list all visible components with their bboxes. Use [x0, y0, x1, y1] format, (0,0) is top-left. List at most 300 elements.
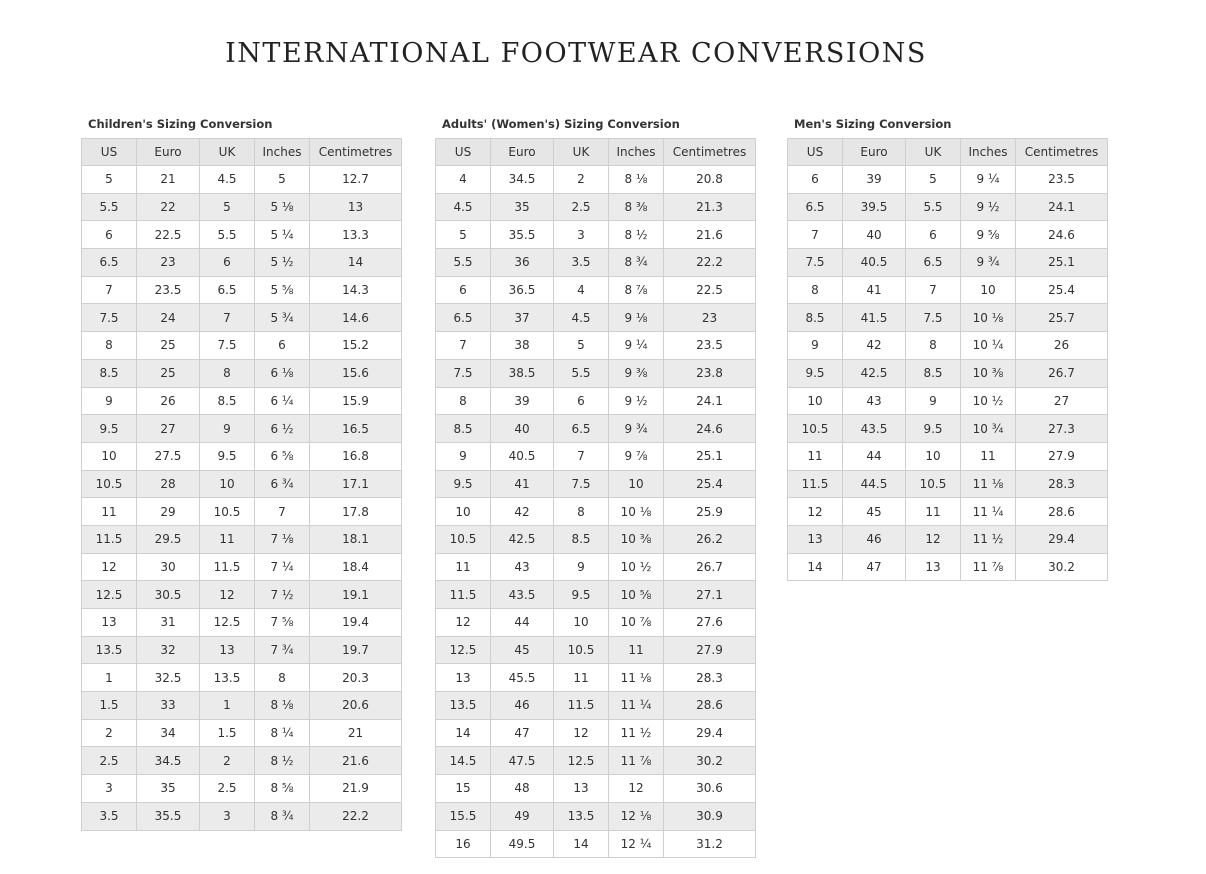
- table-cell-inches: 11 ¼: [961, 498, 1016, 526]
- table-cell-centimetres: 19.4: [310, 609, 402, 637]
- table-row: [788, 498, 1108, 526]
- table-cell-centimetres: 17.8: [310, 498, 402, 526]
- table-cell-euro: 21: [137, 166, 200, 194]
- table-cell-us: 7.5: [788, 249, 843, 277]
- table-cell-centimetres: 25.4: [1016, 276, 1108, 304]
- table-cell-centimetres: 24.6: [1016, 221, 1108, 249]
- table-row: [82, 609, 402, 637]
- table-cell-uk: 1.5: [200, 719, 255, 747]
- table-cell-euro: 42.5: [843, 359, 906, 387]
- table-cell-inches: 6 ⅝: [255, 442, 310, 470]
- table-cell-centimetres: 21.6: [310, 747, 402, 775]
- table-cell-euro: 32: [137, 636, 200, 664]
- table-row: [436, 609, 756, 637]
- column-header-centimetres: Centimetres: [1016, 139, 1108, 166]
- table-cell-uk: 11: [554, 664, 609, 692]
- table-row: [436, 830, 756, 858]
- table-row: [436, 498, 756, 526]
- table-cell-us: 3.5: [82, 802, 137, 830]
- table-cell-inches: 11: [961, 442, 1016, 470]
- table-cell-uk: 1: [200, 692, 255, 720]
- table-row: [788, 249, 1108, 277]
- table-row: [82, 775, 402, 803]
- table-cell-inches: 12 ¼: [609, 830, 664, 858]
- table-cell-us: 10.5: [82, 470, 137, 498]
- table-cell-euro: 43: [491, 553, 554, 581]
- table-cell-inches: 8 ⅛: [255, 692, 310, 720]
- table-row: [436, 415, 756, 443]
- table-cell-centimetres: 30.6: [664, 775, 756, 803]
- table-row: [82, 664, 402, 692]
- table-cell-euro: 35.5: [137, 802, 200, 830]
- table-cell-uk: 6: [554, 387, 609, 415]
- table-cell-centimetres: 25.1: [664, 442, 756, 470]
- table-cell-uk: 7.5: [554, 470, 609, 498]
- table-cell-inches: 11 ⅛: [609, 664, 664, 692]
- table-cell-centimetres: 30.2: [664, 747, 756, 775]
- table-cell-euro: 42: [843, 332, 906, 360]
- table-row: [788, 276, 1108, 304]
- table-cell-inches: 6 ⅛: [255, 359, 310, 387]
- table-cell-inches: 8 ⅜: [609, 193, 664, 221]
- column-header-uk: UK: [200, 139, 255, 166]
- table-cell-euro: 35.5: [491, 221, 554, 249]
- table-cell-uk: 6: [200, 249, 255, 277]
- table-cell-inches: 11: [609, 636, 664, 664]
- table-cell-centimetres: 15.6: [310, 359, 402, 387]
- table-cell-inches: 5: [255, 166, 310, 194]
- table-cell-uk: 3: [554, 221, 609, 249]
- table-cell-euro: 39.5: [843, 193, 906, 221]
- table-row: [82, 581, 402, 609]
- table-row: [436, 775, 756, 803]
- table-cell-inches: 8 ¾: [255, 802, 310, 830]
- table-cell-uk: 12: [554, 719, 609, 747]
- table-cell-inches: 5 ¼: [255, 221, 310, 249]
- table-cell-inches: 7 ½: [255, 581, 310, 609]
- table-cell-euro: 30: [137, 553, 200, 581]
- table-cell-us: 6.5: [82, 249, 137, 277]
- table-row: [436, 442, 756, 470]
- table-cell-inches: 6 ½: [255, 415, 310, 443]
- womens-sizing-section: [435, 117, 756, 858]
- table-cell-us: 11.5: [82, 525, 137, 553]
- table-cell-euro: 43.5: [843, 415, 906, 443]
- table-cell-euro: 22.5: [137, 221, 200, 249]
- table-cell-euro: 32.5: [137, 664, 200, 692]
- table-cell-inches: 7: [255, 498, 310, 526]
- table-cell-inches: 9 ¾: [609, 415, 664, 443]
- table-row: [436, 664, 756, 692]
- table-cell-uk: 10: [200, 470, 255, 498]
- table-cell-euro: 43.5: [491, 581, 554, 609]
- table-cell-inches: 6 ¼: [255, 387, 310, 415]
- table-cell-us: 6: [788, 166, 843, 194]
- table-cell-us: 9: [82, 387, 137, 415]
- table-cell-uk: 10.5: [554, 636, 609, 664]
- table-cell-us: 9.5: [436, 470, 491, 498]
- table-cell-centimetres: 30.2: [1016, 553, 1108, 581]
- table-cell-euro: 49.5: [491, 830, 554, 858]
- children-sizing-section: [81, 117, 402, 831]
- table-cell-euro: 41: [843, 276, 906, 304]
- table-cell-centimetres: 25.9: [664, 498, 756, 526]
- table-cell-euro: 40.5: [843, 249, 906, 277]
- table-cell-uk: 7: [906, 276, 961, 304]
- table-cell-euro: 25: [137, 359, 200, 387]
- table-cell-inches: 10: [961, 276, 1016, 304]
- table-row: [82, 553, 402, 581]
- table-cell-centimetres: 23.8: [664, 359, 756, 387]
- table-cell-inches: 9 ½: [961, 193, 1016, 221]
- mens-sizing-section: [787, 117, 1108, 581]
- table-cell-euro: 29: [137, 498, 200, 526]
- table-cell-us: 8: [788, 276, 843, 304]
- table-row: [788, 221, 1108, 249]
- table-cell-us: 2: [82, 719, 137, 747]
- table-cell-centimetres: 23: [664, 304, 756, 332]
- table-cell-uk: 8: [200, 359, 255, 387]
- table-cell-euro: 46: [843, 525, 906, 553]
- table-cell-inches: 9 ⅜: [609, 359, 664, 387]
- table-cell-uk: 10.5: [200, 498, 255, 526]
- table-cell-us: 15.5: [436, 802, 491, 830]
- table-cell-us: 1: [82, 664, 137, 692]
- table-cell-uk: 11: [200, 525, 255, 553]
- table-cell-inches: 5 ¾: [255, 304, 310, 332]
- table-cell-uk: 6.5: [554, 415, 609, 443]
- table-cell-centimetres: 21.6: [664, 221, 756, 249]
- table-cell-centimetres: 19.1: [310, 581, 402, 609]
- table-cell-uk: 12: [906, 525, 961, 553]
- column-header-us: US: [436, 139, 491, 166]
- table-cell-us: 7: [788, 221, 843, 249]
- table-row: [436, 636, 756, 664]
- table-cell-centimetres: 17.1: [310, 470, 402, 498]
- table-cell-uk: 8: [906, 332, 961, 360]
- table-cell-inches: 9 ¾: [961, 249, 1016, 277]
- table-row: [82, 304, 402, 332]
- table-cell-euro: 25: [137, 332, 200, 360]
- table-cell-inches: 10 ½: [609, 553, 664, 581]
- table-cell-inches: 10 ⅞: [609, 609, 664, 637]
- table-cell-euro: 23.5: [137, 276, 200, 304]
- table-cell-inches: 8 ⅞: [609, 276, 664, 304]
- table-cell-us: 1.5: [82, 692, 137, 720]
- table-cell-inches: 9 ¼: [961, 166, 1016, 194]
- table-row: [436, 249, 756, 277]
- table-cell-euro: 39: [491, 387, 554, 415]
- table-cell-centimetres: 27: [1016, 387, 1108, 415]
- table-cell-centimetres: 18.4: [310, 553, 402, 581]
- table-cell-inches: 10: [609, 470, 664, 498]
- table-cell-inches: 10 ½: [961, 387, 1016, 415]
- table-row: [82, 193, 402, 221]
- column-header-centimetres: Centimetres: [664, 139, 756, 166]
- table-cell-us: 13.5: [82, 636, 137, 664]
- table-cell-us: 12.5: [82, 581, 137, 609]
- table-cell-us: 9: [436, 442, 491, 470]
- table-cell-centimetres: 24.1: [1016, 193, 1108, 221]
- table-row: [788, 332, 1108, 360]
- table-cell-inches: 7 ¾: [255, 636, 310, 664]
- table-cell-inches: 10 ⅝: [609, 581, 664, 609]
- table-cell-inches: 7 ¼: [255, 553, 310, 581]
- table-cell-uk: 13.5: [554, 802, 609, 830]
- table-cell-us: 2.5: [82, 747, 137, 775]
- table-cell-us: 8: [436, 387, 491, 415]
- table-row: [788, 553, 1108, 581]
- table-cell-uk: 12: [200, 581, 255, 609]
- table-cell-inches: 10 ¾: [961, 415, 1016, 443]
- table-row: [82, 387, 402, 415]
- table-cell-centimetres: 29.4: [664, 719, 756, 747]
- table-row: [436, 692, 756, 720]
- table-cell-us: 3: [82, 775, 137, 803]
- table-cell-centimetres: 27.9: [1016, 442, 1108, 470]
- table-cell-euro: 28: [137, 470, 200, 498]
- table-cell-centimetres: 27.6: [664, 609, 756, 637]
- table-cell-inches: 8 ¼: [255, 719, 310, 747]
- table-cell-us: 11: [82, 498, 137, 526]
- table-cell-uk: 13: [554, 775, 609, 803]
- table-cell-us: 12: [82, 553, 137, 581]
- table-cell-uk: 4.5: [200, 166, 255, 194]
- table-row: [82, 166, 402, 194]
- table-cell-euro: 45.5: [491, 664, 554, 692]
- table-cell-uk: 13: [200, 636, 255, 664]
- table-cell-euro: 38.5: [491, 359, 554, 387]
- table-cell-inches: 6 ¾: [255, 470, 310, 498]
- table-cell-centimetres: 26.2: [664, 525, 756, 553]
- table-cell-uk: 9.5: [554, 581, 609, 609]
- table-cell-euro: 29.5: [137, 525, 200, 553]
- table-row: [82, 470, 402, 498]
- table-cell-us: 8.5: [436, 415, 491, 443]
- table-cell-centimetres: 13.3: [310, 221, 402, 249]
- table-cell-centimetres: 27.1: [664, 581, 756, 609]
- table-cell-centimetres: 20.3: [310, 664, 402, 692]
- table-cell-centimetres: 25.7: [1016, 304, 1108, 332]
- table-cell-euro: 40: [491, 415, 554, 443]
- table-cell-euro: 34.5: [137, 747, 200, 775]
- table-cell-centimetres: 16.8: [310, 442, 402, 470]
- table-cell-euro: 38: [491, 332, 554, 360]
- table-cell-us: 7: [436, 332, 491, 360]
- table-cell-us: 6.5: [788, 193, 843, 221]
- table-cell-us: 7.5: [436, 359, 491, 387]
- table-cell-centimetres: 13: [310, 193, 402, 221]
- table-cell-euro: 37: [491, 304, 554, 332]
- table-cell-us: 5.5: [436, 249, 491, 277]
- table-cell-uk: 11.5: [200, 553, 255, 581]
- table-cell-euro: 23: [137, 249, 200, 277]
- table-cell-us: 5: [82, 166, 137, 194]
- table-row: [82, 332, 402, 360]
- table-cell-uk: 5.5: [554, 359, 609, 387]
- table-cell-inches: 8 ½: [255, 747, 310, 775]
- table-cell-inches: 10 ⅜: [961, 359, 1016, 387]
- table-cell-euro: 22: [137, 193, 200, 221]
- table-cell-euro: 35: [137, 775, 200, 803]
- table-cell-euro: 35: [491, 193, 554, 221]
- children-sizing-title: Children's Sizing Conversion: [88, 117, 273, 131]
- table-row: [82, 498, 402, 526]
- table-row: [788, 525, 1108, 553]
- table-cell-centimetres: 28.3: [664, 664, 756, 692]
- table-cell-uk: 13: [906, 553, 961, 581]
- table-cell-uk: 3.5: [554, 249, 609, 277]
- table-row: [436, 387, 756, 415]
- table-row: [82, 359, 402, 387]
- table-cell-centimetres: 28.6: [1016, 498, 1108, 526]
- table-cell-uk: 6.5: [906, 249, 961, 277]
- table-cell-uk: 8: [554, 498, 609, 526]
- table-cell-centimetres: 21.3: [664, 193, 756, 221]
- table-cell-centimetres: 26.7: [1016, 359, 1108, 387]
- table-cell-uk: 5.5: [200, 221, 255, 249]
- table-cell-uk: 3: [200, 802, 255, 830]
- table-cell-centimetres: 14: [310, 249, 402, 277]
- table-cell-uk: 2: [554, 166, 609, 194]
- table-cell-us: 13.5: [436, 692, 491, 720]
- table-cell-centimetres: 20.8: [664, 166, 756, 194]
- table-cell-euro: 45: [491, 636, 554, 664]
- table-cell-inches: 10 ⅛: [961, 304, 1016, 332]
- table-row: [788, 304, 1108, 332]
- table-cell-centimetres: 28.3: [1016, 470, 1108, 498]
- table-cell-us: 5: [436, 221, 491, 249]
- table-cell-us: 11: [788, 442, 843, 470]
- table-cell-uk: 14: [554, 830, 609, 858]
- table-cell-euro: 33: [137, 692, 200, 720]
- table-row: [436, 332, 756, 360]
- table-cell-uk: 2.5: [554, 193, 609, 221]
- table-cell-euro: 47: [843, 553, 906, 581]
- column-header-euro: Euro: [491, 139, 554, 166]
- table-cell-centimetres: 23.5: [1016, 166, 1108, 194]
- table-cell-inches: 5 ⅛: [255, 193, 310, 221]
- table-cell-us: 7.5: [82, 304, 137, 332]
- table-cell-inches: 9 ⅞: [609, 442, 664, 470]
- table-row: [82, 719, 402, 747]
- table-cell-inches: 9 ⅛: [609, 304, 664, 332]
- table-row: [436, 470, 756, 498]
- table-cell-uk: 8.5: [200, 387, 255, 415]
- table-cell-us: 11: [436, 553, 491, 581]
- table-cell-euro: 36: [491, 249, 554, 277]
- table-cell-us: 11.5: [436, 581, 491, 609]
- column-header-centimetres: Centimetres: [310, 139, 402, 166]
- table-cell-centimetres: 21: [310, 719, 402, 747]
- table-cell-inches: 8 ½: [609, 221, 664, 249]
- table-row: [788, 166, 1108, 194]
- table-cell-inches: 6: [255, 332, 310, 360]
- table-cell-centimetres: 20.6: [310, 692, 402, 720]
- table-cell-us: 16: [436, 830, 491, 858]
- table-cell-inches: 12 ⅛: [609, 802, 664, 830]
- table-cell-inches: 5 ⅝: [255, 276, 310, 304]
- table-cell-centimetres: 22.5: [664, 276, 756, 304]
- table-cell-centimetres: 24.6: [664, 415, 756, 443]
- table-cell-inches: 8 ¾: [609, 249, 664, 277]
- table-row: [436, 221, 756, 249]
- table-cell-centimetres: 27.9: [664, 636, 756, 664]
- table-cell-uk: 9: [200, 415, 255, 443]
- table-cell-centimetres: 26.7: [664, 553, 756, 581]
- table-row: [788, 442, 1108, 470]
- table-cell-euro: 47.5: [491, 747, 554, 775]
- table-row: [788, 193, 1108, 221]
- table-cell-inches: 9 ¼: [609, 332, 664, 360]
- table-row: [788, 415, 1108, 443]
- table-cell-us: 10: [788, 387, 843, 415]
- column-header-euro: Euro: [843, 139, 906, 166]
- table-cell-us: 13: [788, 525, 843, 553]
- table-cell-us: 5.5: [82, 193, 137, 221]
- table-cell-inches: 7 ⅛: [255, 525, 310, 553]
- table-cell-euro: 45: [843, 498, 906, 526]
- table-cell-us: 9.5: [82, 415, 137, 443]
- table-cell-uk: 12.5: [554, 747, 609, 775]
- table-cell-centimetres: 29.4: [1016, 525, 1108, 553]
- table-cell-centimetres: 28.6: [664, 692, 756, 720]
- table-cell-inches: 9 ⅝: [961, 221, 1016, 249]
- table-cell-us: 13: [82, 609, 137, 637]
- table-cell-euro: 48: [491, 775, 554, 803]
- column-header-inches: Inches: [255, 139, 310, 166]
- table-cell-uk: 8.5: [554, 525, 609, 553]
- table-cell-uk: 12.5: [200, 609, 255, 637]
- table-row: [436, 719, 756, 747]
- table-cell-centimetres: 30.9: [664, 802, 756, 830]
- table-cell-inches: 11 ⅞: [961, 553, 1016, 581]
- table-cell-us: 14: [436, 719, 491, 747]
- table-cell-euro: 44.5: [843, 470, 906, 498]
- table-row: [82, 249, 402, 277]
- table-cell-centimetres: 21.9: [310, 775, 402, 803]
- table-cell-uk: 2: [200, 747, 255, 775]
- table-cell-euro: 46: [491, 692, 554, 720]
- table-cell-euro: 44: [491, 609, 554, 637]
- table-cell-euro: 39: [843, 166, 906, 194]
- table-row: [436, 802, 756, 830]
- table-cell-centimetres: 19.7: [310, 636, 402, 664]
- table-cell-uk: 11: [906, 498, 961, 526]
- mens-sizing-table: [787, 138, 1108, 581]
- table-cell-euro: 24: [137, 304, 200, 332]
- table-row: [82, 221, 402, 249]
- table-cell-euro: 44: [843, 442, 906, 470]
- table-row: [436, 276, 756, 304]
- table-cell-us: 11.5: [788, 470, 843, 498]
- table-cell-inches: 11 ⅞: [609, 747, 664, 775]
- table-cell-inches: 11 ¼: [609, 692, 664, 720]
- table-cell-us: 4: [436, 166, 491, 194]
- mens-sizing-title: Men's Sizing Conversion: [794, 117, 952, 131]
- table-cell-uk: 10: [554, 609, 609, 637]
- column-header-uk: UK: [554, 139, 609, 166]
- table-cell-inches: 11 ⅛: [961, 470, 1016, 498]
- table-cell-euro: 43: [843, 387, 906, 415]
- table-cell-euro: 34.5: [491, 166, 554, 194]
- table-cell-uk: 6.5: [200, 276, 255, 304]
- table-cell-euro: 26: [137, 387, 200, 415]
- table-cell-uk: 5.5: [906, 193, 961, 221]
- table-cell-uk: 10.5: [906, 470, 961, 498]
- table-row: [436, 553, 756, 581]
- table-cell-centimetres: 31.2: [664, 830, 756, 858]
